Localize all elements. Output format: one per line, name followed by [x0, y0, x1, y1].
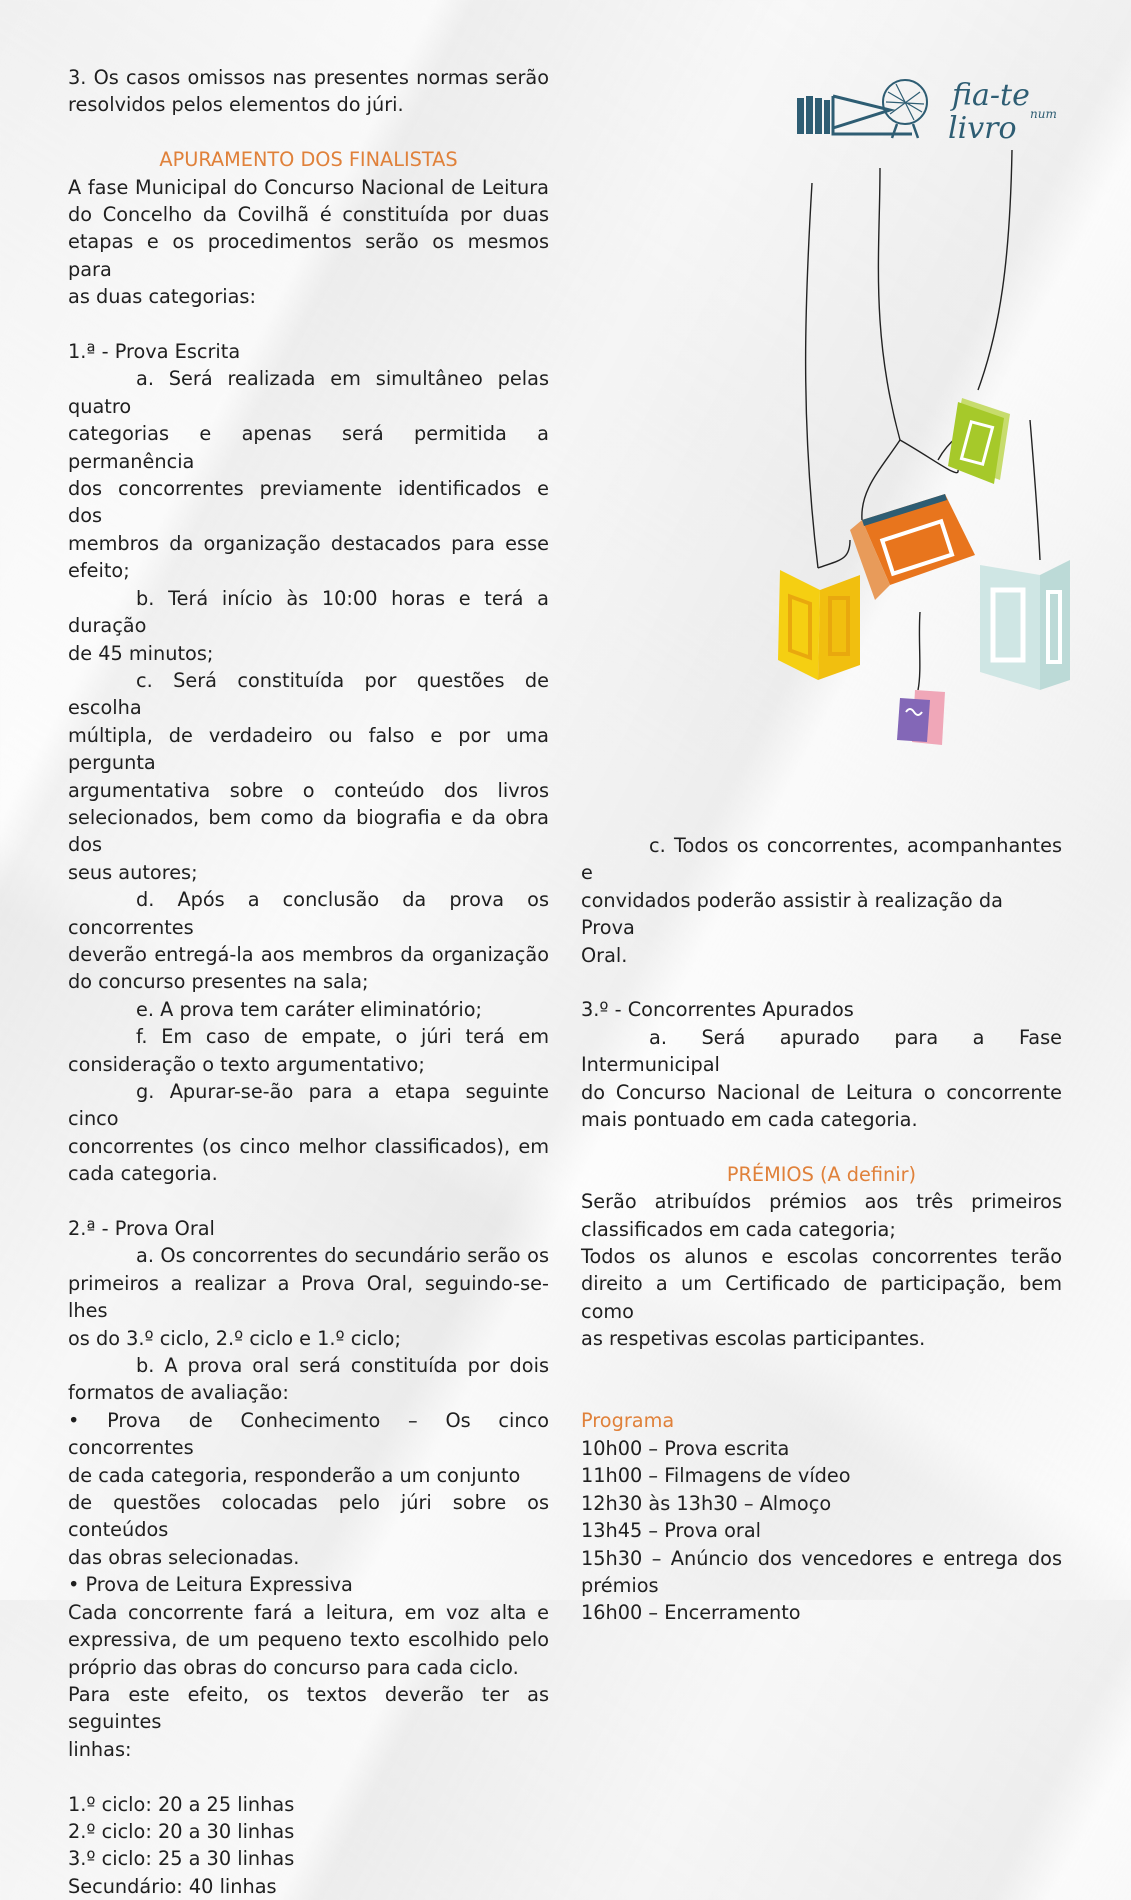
escrita-c-line: selecionados, bem como da biografia e da obra dos [68, 805, 549, 857]
conhecimento-line: das obras selecionadas. [68, 1545, 300, 1569]
apuramento-heading: APURAMENTO DOS FINALISTAS [159, 148, 458, 172]
escrita-f-line: f. Em caso de empate, o júri terá em [136, 1025, 549, 1049]
logo-text-2: num [1030, 107, 1057, 121]
conhecimento-line: de cada categoria, responderão a um conjunto [68, 1463, 521, 1487]
escrita-d-line: deverão entregá-la aos membros da organização [68, 942, 549, 966]
programa-item: 16h00 – Encerramento [581, 1601, 801, 1625]
programa-item: 12h30 às 13h30 – Almoço [581, 1491, 832, 1515]
escrita-g-line: cada categoria. [68, 1162, 218, 1186]
escrita-a-line: a. Será realizada em simultâneo pelas quatro [68, 367, 549, 418]
oral-a-line: primeiros a realizar a Prova Oral, seguindo-se-lhes [68, 1271, 549, 1323]
escrita-c-line: argumentativa sobre o conteúdo dos livros [68, 778, 549, 802]
logo-text-1: fia-te [952, 78, 1030, 113]
hanging-books-illustration [770, 60, 1090, 760]
intro-line-1: 3. Os casos omissos nas presentes normas serão [68, 66, 549, 89]
spacer [68, 1188, 549, 1215]
programa-item: 13h45 – Prova oral [581, 1519, 762, 1543]
programa-item: 11h00 – Filmagens de vídeo [581, 1464, 851, 1488]
programa-item: prémios [581, 1573, 659, 1597]
intro-line-2: resolvidos pelos elementos do júri. [68, 93, 404, 117]
apurados-line: mais pontuado em cada categoria. [581, 1108, 918, 1132]
linhas-item: 1.º ciclo: 20 a 25 linhas [68, 1792, 295, 1816]
escrita-a-line: dos concorrentes previamente identificados e dos [68, 477, 549, 528]
escrita-d-line: do concurso presentes na sala; [68, 970, 369, 994]
apurados-line: do Concurso Nacional de Leitura o concorrente [581, 1080, 1062, 1104]
apuramento-line: A fase Municipal do Concurso Nacional de Leitura [68, 175, 549, 199]
leitura-line: linhas: [68, 1737, 132, 1761]
apuramento-line: do Concelho da Covilhã é constituída por duas [68, 203, 549, 227]
conhecimento-line: de questões colocadas pelo júri sobre os conteúdos [68, 1491, 549, 1542]
escrita-c-line: c. Será constituída por questões de escolha [68, 668, 549, 720]
spacer [68, 119, 549, 146]
oral-c-line: c. Todos os concorrentes, acompanhantes e [581, 834, 1062, 885]
prova-oral-title: 2.ª - Prova Oral [68, 1217, 215, 1241]
spacer [581, 969, 1062, 996]
logo [797, 78, 1057, 146]
escrita-d-line: d. Após a conclusão da prova os concorrentes [68, 888, 549, 939]
apurados-title: 3.º - Concorrentes Apurados [581, 998, 854, 1022]
right-column [581, 832, 1062, 1627]
spacer [68, 311, 549, 338]
leitura-title: • Prova de Leitura Expressiva [68, 1573, 353, 1597]
spacer [581, 1133, 1062, 1160]
logo-text-3: livro [948, 111, 1017, 146]
escrita-c-line: múltipla, de verdadeiro ou falso e por uma pergunta [68, 723, 549, 775]
premios-line: Todos os alunos e escolas concorrentes terão [581, 1245, 1062, 1269]
escrita-b-line: b. Terá início às 10:00 horas e terá a duração [68, 586, 549, 638]
escrita-b-line: de 45 minutos; [68, 641, 214, 665]
escrita-a-line: categorias e apenas será permitida a permanência [68, 422, 549, 473]
orange-book [850, 494, 975, 600]
linhas-item: 2.º ciclo: 20 a 30 linhas [68, 1819, 295, 1843]
linhas-item: Secundário: 40 linhas [68, 1874, 277, 1898]
oral-b-line: formatos de avaliação: [68, 1381, 289, 1405]
yellow-book [778, 570, 860, 680]
spacer [581, 1353, 1062, 1380]
premios-heading: PRÉMIOS (A definir) [726, 1162, 917, 1186]
premios-line: Serão atribuídos prémios aos três primeiros [581, 1190, 1062, 1214]
programa-item: 10h00 – Prova escrita [581, 1436, 790, 1460]
leitura-line: próprio das obras do concurso para cada ciclo. [68, 1655, 519, 1679]
leitura-line: expressiva, de um pequeno texto escolhido pelo [68, 1628, 549, 1652]
escrita-g-line: g. Apurar-se-ão para a etapa seguinte cinco [68, 1080, 549, 1131]
escrita-c-line: seus autores; [68, 860, 198, 884]
linhas-item: 3.º ciclo: 25 a 30 linhas [68, 1847, 295, 1871]
mint-book [980, 560, 1070, 690]
oral-c-line: Oral. [581, 943, 628, 967]
escrita-a-line: efeito; [68, 559, 130, 583]
small-book [897, 690, 945, 745]
escrita-a-line: membros da organização destacados para esse [68, 531, 549, 555]
premios-line: direito a um Certificado de participação, bem como [581, 1272, 1062, 1323]
prova-escrita-title: 1.ª - Prova Escrita [68, 340, 241, 364]
escrita-e-line: e. A prova tem caráter eliminatório; [136, 997, 482, 1021]
left-column [68, 64, 549, 1900]
oral-a-line: os do 3.º ciclo, 2.º ciclo e 1.º ciclo; [68, 1326, 401, 1350]
premios-line: as respetivas escolas participantes. [581, 1327, 926, 1351]
escrita-g-line: concorrentes (os cinco melhor classificados), em [68, 1134, 549, 1158]
leitura-line: Para este efeito, os textos deverão ter as seguintes [68, 1682, 549, 1734]
oral-a-line: a. Os concorrentes do secundário serão os [136, 1244, 549, 1268]
oral-c-line: convidados poderão assistir à realização da Prova [581, 888, 1003, 940]
premios-line: classificados em cada categoria; [581, 1217, 896, 1241]
green-book [948, 398, 1010, 484]
leitura-line: Cada concorrente fará a leitura, em voz alta e [68, 1600, 549, 1624]
escrita-f-line: consideração o texto argumentativo; [68, 1052, 425, 1076]
apurados-line: a. Será apurado para a Fase Intermunicipal [581, 1025, 1062, 1077]
oral-b-line: b. A prova oral será constituída por dois [136, 1354, 549, 1378]
spacer [68, 1763, 549, 1790]
apuramento-line: as duas categorias: [68, 285, 256, 309]
apuramento-line: etapas e os procedimentos serão os mesmos para [68, 230, 549, 281]
programa-item: 15h30 – Anúncio dos vencedores e entrega dos [581, 1546, 1062, 1570]
spacer [581, 1380, 1062, 1407]
conhecimento-line: • Prova de Conhecimento – Os cinco concorrentes [68, 1408, 549, 1460]
programa-heading: Programa [581, 1409, 675, 1433]
